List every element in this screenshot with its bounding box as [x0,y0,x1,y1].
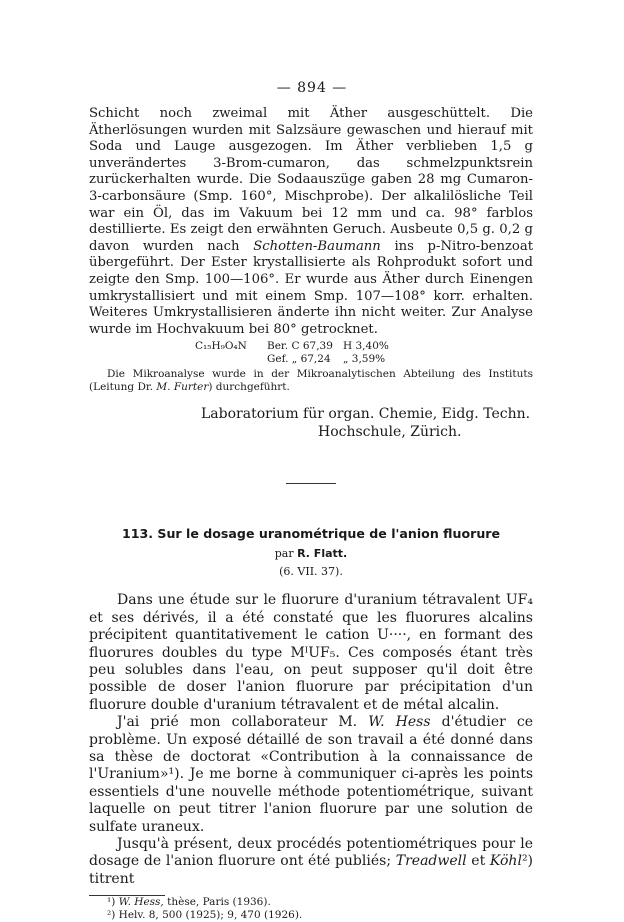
article-date: (6. VII. 37). [279,565,343,579]
fn1-mark: ¹) [107,896,116,909]
german-paragraph-text-cont: ins p-Nitro-benzoat übergeführt. Der Ester krystallisierte als Rohprodukt sofort und zeigte den Smp. 100—106°. Er wurde aus Äther durch Einengen umkrystallisiert und mit einem Smp. 107—108° korr. erhalten. Weiteres Umkrystallisieren änderte ihn nicht weiter. Zur Analyse wurde im Hochvakuum bei 80° getrocknet. [89,238,534,337]
formula-spacer [195,353,267,366]
footnote-2 [107,909,533,922]
french-paragraph-1: Dans une étude sur le fluorure d'uranium tétravalent UF₄ et ses dérivés, il a été constaté que les fluorures alcalins précipitent quantitativement le cation U····, en formant des fluorures doubles du type MᴵUF₅. Ces composés étant très peu solubles dans l'eau, on peut supposer qu'il doit être possible de doser l'anion fluorure par précipitation d'un fluorure double d'uranium tétravalent et de métal alcalin. [89,592,533,713]
article-title: 113. Sur le dosage uranométrique de l'anion fluorure [121,526,501,542]
microanalysis-note [89,368,533,394]
author-name: R. Flatt. [297,547,348,561]
p3-italic: Treadwell [395,853,467,870]
german-paragraph-italic: Schotten-Baumann [253,238,381,254]
p2-text-cont: d'étudier ce problème. Un exposé détaillé de son travail a été donné dans sa thèse de doctorat «Contribution à la connaissance de l'Uranium»¹). Je me borne à communiquer ci-après les points essentiels d'une nouvelle méthode potentiométrique, suivant laquelle on peut titrer l'anion fluorure par une solution de sulfate uraneux. [89,714,533,835]
german-section [89,106,533,922]
fn1-italic: W. Hess, [118,896,164,909]
p2-text: J'ai prié mon collaborateur M. [117,714,369,731]
analysis-formula [195,340,533,365]
formula-calc-value: H 3,40% [343,340,389,353]
fn1-rest: thèse, Paris (1936). [163,896,271,909]
p3-text: Jusqu'à présent, deux procédés potentiométriques pour le dosage de l'anion fluorure ont été publiés; [89,836,533,870]
formula-found-value: „ 3,59% [343,352,386,365]
formula-row-1 [195,340,533,353]
fn2-mark: ²) [107,909,116,922]
author-prefix: par [274,547,294,561]
section-divider [286,483,336,484]
article-author [89,547,533,560]
formula-calc-label: Ber. C 67,39 [267,340,333,353]
fn2-text: Helv. 8, 500 (1925); 9, 470 (1926). [118,909,303,922]
french-paragraph-2 [89,714,533,836]
p3-italic-2: Köhl [489,853,522,870]
formula-row-2 [195,353,533,366]
formula-compound: C₁₅H₉O₄N [195,340,247,353]
p3-text-and: et [466,853,490,870]
note-italic: M. Furter [156,381,209,394]
p3-text-end: ²) titrent [89,853,534,887]
lab-line-1: Laboratorium für organ. Chemie, Eidg. Techn. [201,406,531,423]
german-paragraph [89,106,533,338]
lab-line-2: Hochschule, Zürich. [318,423,462,440]
german-paragraph-text: Schicht noch zweimal mit Äther ausgeschüttelt. Die Ätherlösungen wurden mit Salzsäure gewaschen und hierauf mit Soda und Lauge ausgezogen. Im Äther verblieben 1,5 g unverändertes 3-Brom-cumaron, das schmelzpunktsrein zurückerhalten wurde. Die Sodaauszüge gaben 28 mg Cumaron-3-carbonsäure (Smp. 160°, Mischprobe). Der alkalilösliche Teil war ein Öl, das im Vakuum bei 12 mm und ca. 98° farblos destillierte. Es zeigt den erwähnten Geruch. Ausbeute 0,5 g. 0,2 g davon wurden nach [89,106,533,254]
note-text: Die Mikroanalyse wurde in der Mikroanalytischen Abteilung des Instituts (Leitung Dr. [89,368,533,394]
note-text-end: ) durchgeführt. [208,381,290,394]
p2-italic: W. Hess [368,714,431,731]
page-number: — 894 — [276,80,348,96]
laboratory-affiliation [201,406,533,441]
formula-found-label: Gef. „ 67,24 [267,352,331,365]
footnote-1 [107,896,533,909]
french-paragraph-3 [89,836,533,888]
